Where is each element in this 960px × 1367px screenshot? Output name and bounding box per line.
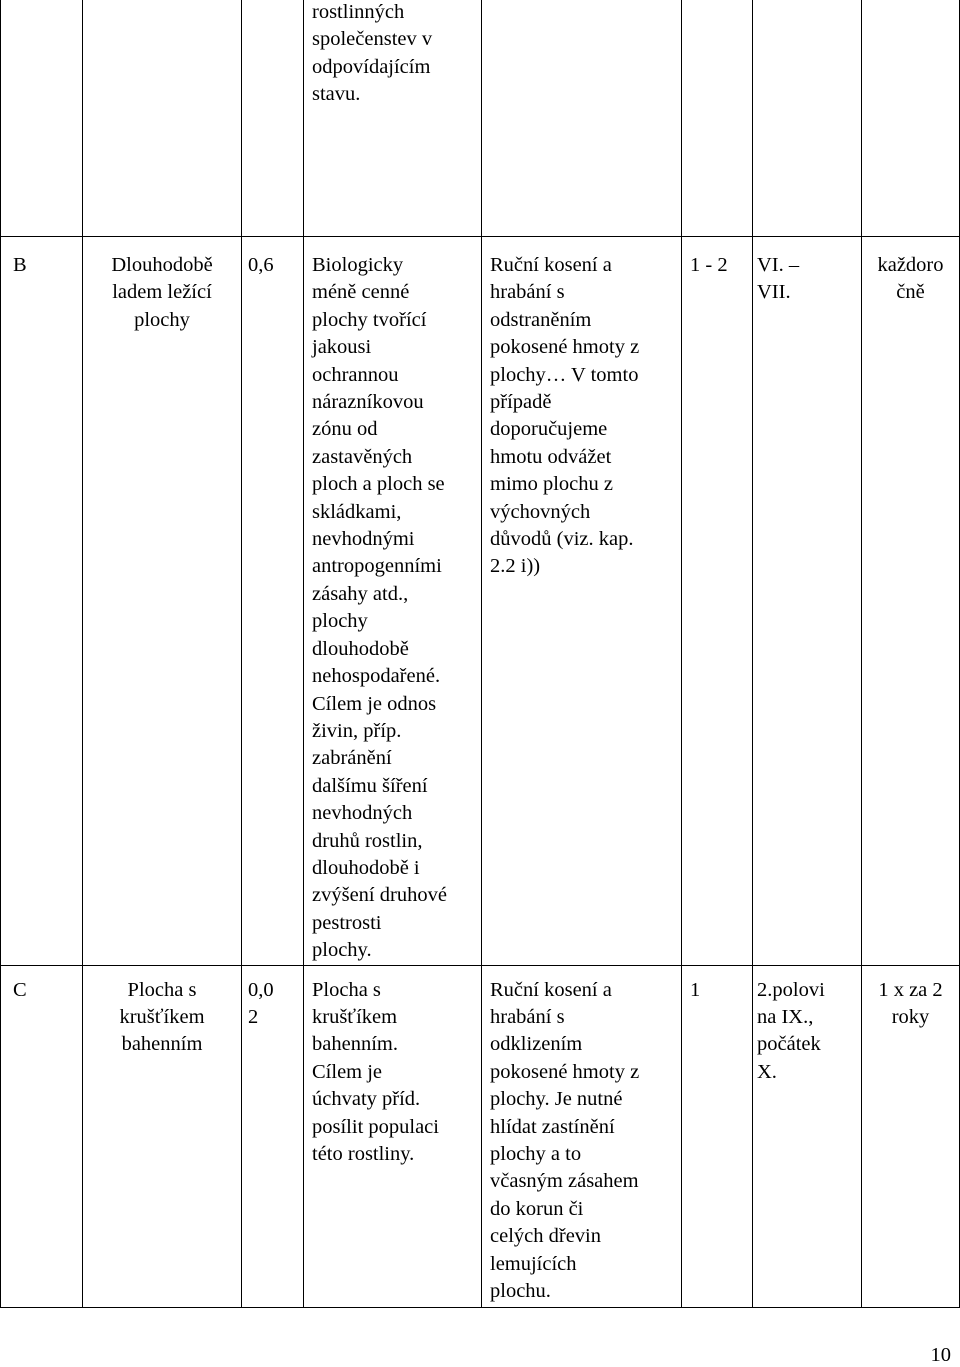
interval-cell bbox=[862, 0, 960, 237]
interval-cell: každoro čně bbox=[862, 237, 960, 966]
frequency-cell: 1 - 2 bbox=[682, 237, 753, 966]
area-cell: 0,6 bbox=[242, 237, 304, 966]
area-type-cell: Dlouhodobě ladem ležící plochy bbox=[83, 237, 242, 966]
goal-cell: Plocha s krušťíkem bahenním. Cílem je úchvaty příd. posílit populaci této rostliny. bbox=[304, 965, 482, 1307]
frequency-cell bbox=[682, 0, 753, 237]
management-cell: Ruční kosení a hrabání s odstraněním pokosené hmoty z plochy… V tomto případě doporučujeme hmotu odvážet mimo plochu z výchovných důvodů (viz. kap. 2.2 i)) bbox=[482, 237, 682, 966]
interval-cell: 1 x za 2 roky bbox=[862, 965, 960, 1307]
area-cell: 0,0 2 bbox=[242, 965, 304, 1307]
table-row bbox=[1, 0, 960, 237]
management-cell: Ruční kosení a hrabání s odklizením pokosené hmoty z plochy. Je nutné hlídat zastínění plochy a to včasným zásahem do korun či celých dřevin lemujících plochu. bbox=[482, 965, 682, 1307]
code-cell bbox=[1, 0, 83, 237]
term-cell bbox=[753, 0, 862, 237]
area-type-cell bbox=[83, 0, 242, 237]
table-row bbox=[1, 237, 960, 966]
code-cell: C bbox=[1, 965, 83, 1307]
goal-cell: Biologicky méně cenné plochy tvořící jakousi ochrannou nárazníkovou zónu od zastavěných ploch a ploch se skládkami, nevhodnými antropogenními zásahy atd., plochy dlouhodobě nehospodařené. Cílem je odnos živin, příp. zabránění dalšímu šíření nevhodných druhů rostlin, dlouhodobě i zvýšení druhové pestrosti plochy. bbox=[304, 237, 482, 966]
area-cell bbox=[242, 0, 304, 237]
term-cell: VI. – VII. bbox=[753, 237, 862, 966]
code-cell: B bbox=[1, 237, 83, 966]
term-cell: 2.polovi na IX., počátek X. bbox=[753, 965, 862, 1307]
table-row bbox=[1, 965, 960, 1307]
page-number: 10 bbox=[930, 1344, 951, 1366]
area-type-cell: Plocha s krušťíkem bahenním bbox=[83, 965, 242, 1307]
frequency-cell: 1 bbox=[682, 965, 753, 1307]
goal-cell: rostlinných společenstev v odpovídajícím stavu. bbox=[304, 0, 482, 237]
management-cell bbox=[482, 0, 682, 237]
